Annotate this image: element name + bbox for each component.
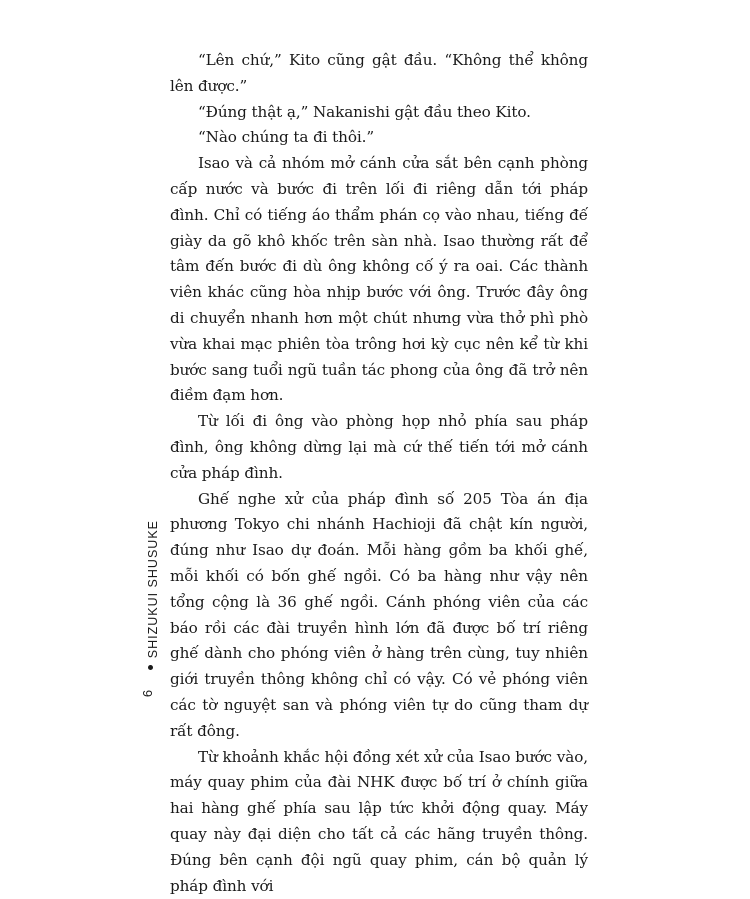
page-number: 6 (140, 689, 156, 698)
body-text (170, 48, 588, 899)
paragraph: Ghế nghe xử của pháp đình số 205 Tòa án địa phương Tokyo chi nhánh Hachioji đã chật kín người, đúng như Isao dự đoán. Mỗi hàng gồm ba khối ghế, mỗi khối có bốn ghế ngồi. Có ba hàng như vậy nên tổng cộng là 36 ghế ngồi. Cánh phóng viên của các báo rồi các đài truyền hình lớn đã được bố trí riêng ghế dành cho phóng viên ở hàng trên cùng, tuy nhiên giới truyền thông không chỉ có vậy. Có vẻ phóng viên các tờ nguyệt san và phóng viên tự do cũng tham dự rất đông. (170, 489, 588, 740)
header-bullet (148, 665, 153, 670)
running-header: SHIZUKUI SHUSUKE (146, 520, 160, 659)
paragraph: “Đúng thật ạ,” Nakanishi gật đầu theo Kito. (198, 102, 531, 121)
paragraph: Từ lối đi ông vào phòng họp nhỏ phía sau pháp đình, ông không dừng lại mà cứ thế tiến tới mở cánh cửa pháp đình. (170, 412, 588, 482)
paragraph: “Lên chứ,” Kito cũng gật đầu. “Không thể không lên được.” (170, 51, 588, 95)
paragraph: Isao và cả nhóm mở cánh cửa sắt bên cạnh phòng cấp nước và bước đi trên lối đi riêng dẫn tới pháp đình. Chỉ có tiếng áo thẩm phán cọ vào nhau, tiếng đế giày da gõ khô khốc trên sàn nhà. Isao thường rất để tâm đến bước đi dù ông không cố ý ra oai. Các thành viên khác cũng hòa nhịp bước với ông. Trước đây ông di chuyển nhanh hơn một chút nhưng vừa thở phì phò vừa khai mạc phiên tòa trông hơi kỳ cục nên kể từ khi bước sang tuổi ngũ tuần tác phong của ông đã trở nên điềm đạm hơn. (170, 154, 588, 405)
paragraph: Từ khoảnh khắc hội đồng xét xử của Isao bước vào, máy quay phim của đài NHK được bố trí ở chính giữa hai hàng ghế phía sau lập tức khởi động quay. Máy quay này đại diện cho tất cả các hãng truyền thông. Đúng bên cạnh đội ngũ quay phim, cán bộ quản lý pháp đình với (170, 747, 588, 895)
paragraph: “Nào chúng ta đi thôi.” (198, 128, 375, 147)
